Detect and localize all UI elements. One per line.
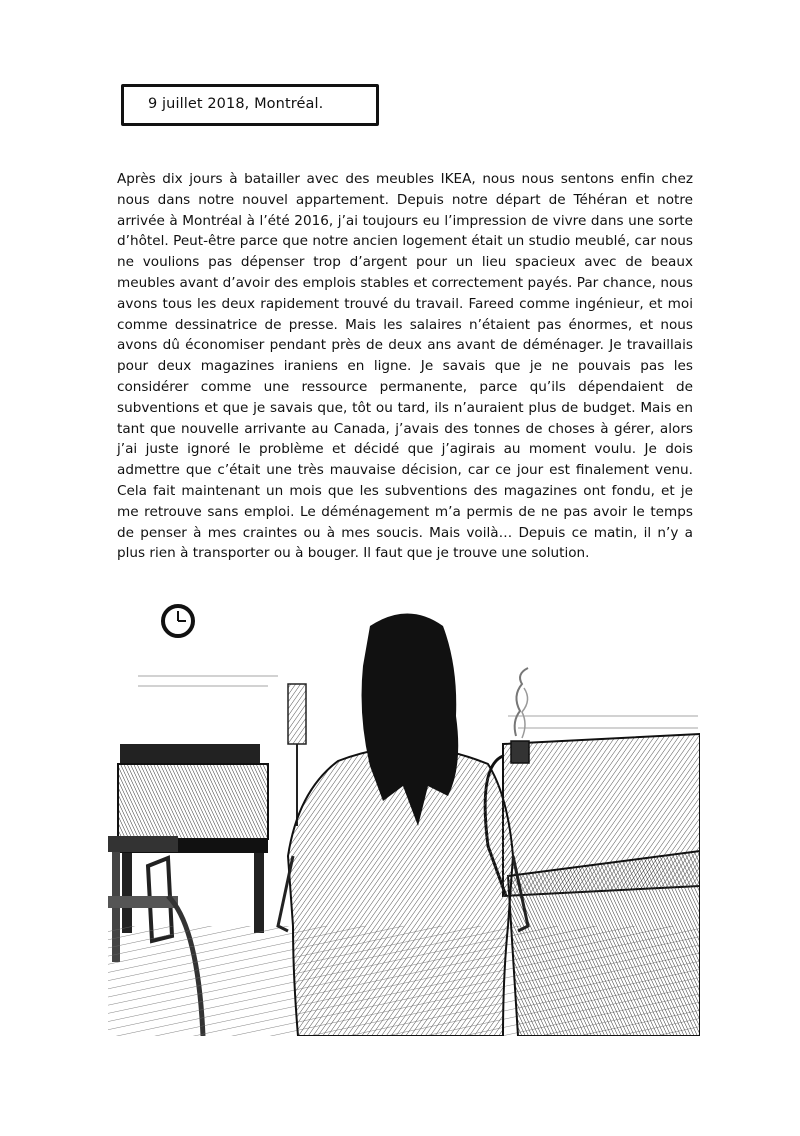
date-caption-box	[121, 84, 379, 126]
sofa	[485, 734, 700, 1036]
date-caption: 9 juillet 2018, Montréal.	[148, 96, 324, 112]
woman-figure	[278, 614, 528, 1037]
steaming-mug	[511, 668, 529, 763]
narrative-text: Après dix jours à batailler avec des meubles IKEA, nous nous sentons enfin chez nous dans notre nouvel appartement. Depuis notre départ de Téhéran et notre arrivée à Montréal à l’été 2016, j’ai toujours eu l’impression de vivre dans une sorte d’hôtel. Peut-être parce que notre ancien logement était un studio meublé, car nous ne voulions pas dépenser trop d’argent pour un lieu spacieux avec de beaux meubles avant d’avoir des emplois stables et correctement payés. Par chance, nous avons tous les deux rapidement trouvé du travail. Fareed comme ingénieur, et moi comme dessinatrice de presse. Mais les salaires n’étaient pas énormes, et nous avons dû économiser pendant près de deux ans avant de déménager. Je travaillais pour deux magazines iraniens en ligne. Je savais que je ne pouvais pas les considérer comme une ressource permanente, parce qu’ils dépendaient de subventions et que je savais que, tôt ou tard, ils n’auraient plus de budget. Mais en tant que nouvelle arrivante au Canada, j’avais des tonnes de choses à gérer, alors j’ai juste ignoré le problème et décidé que j’agirais au moment voulu. Je dois admettre que c’était une très mauvaise décision, car ce jour est finalement venu. Cela fait maintenant un mois que les subventions des magazines ont fondu, et je me retrouve sans emploi. Le déménagement m’a permis de ne pas avoir le temps de penser à mes craintes ou à mes soucis. Mais voilà… Depuis ce matin, il n’y a plus rien à transporter ou à bouger. Il faut que je trouve une solution.	[117, 171, 693, 562]
wall-clock-icon	[163, 606, 193, 636]
comic-panel	[108, 596, 700, 1036]
